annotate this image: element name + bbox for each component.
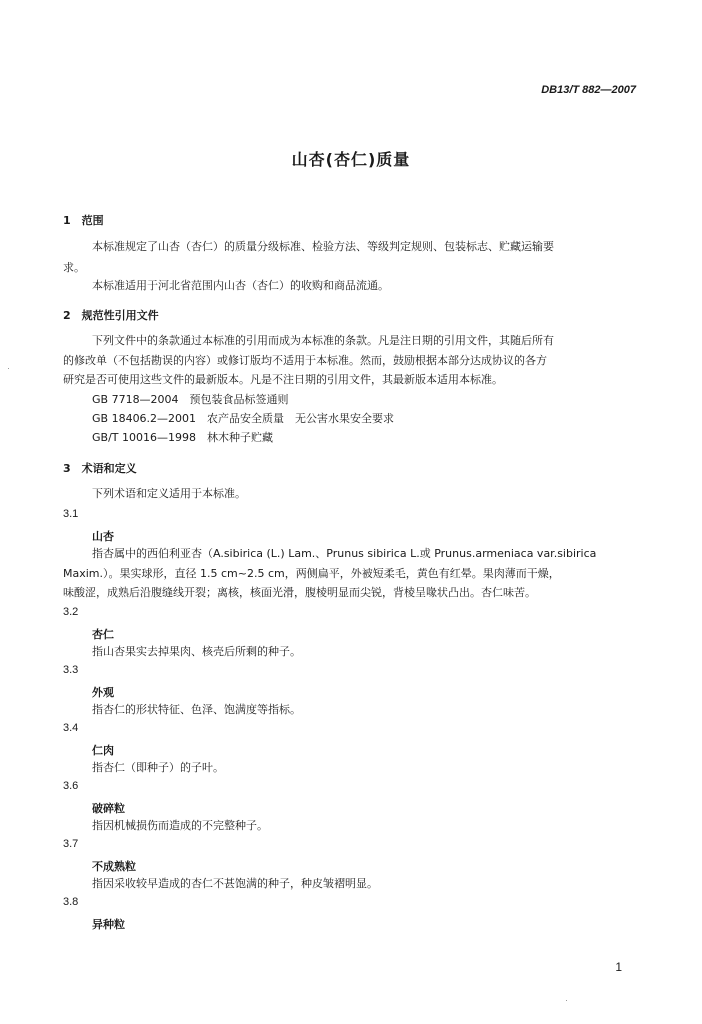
scan-speck [566,1000,567,1001]
reference-item: GB 18406.2—2001 农产品安全质量 无公害水果安全要求 [92,412,395,425]
term-definition-line: 味酸涩，成熟后沿腹缝线开裂；离核，核面光滑，腹棱明显而尖锐，背棱呈喙状凸出。杏仁味苦。 [63,586,536,599]
standard-code: DB13/T 882—2007 [541,84,636,96]
term-number: 3.2 [63,606,79,618]
scan-speck [8,368,9,369]
term-name: 破碎粒 [92,802,125,815]
section-3-heading: 3 术语和定义 [63,462,137,475]
term-definition-line: 指杏仁的形状特征、色泽、饱满度等指标。 [92,703,301,716]
section-1-heading: 1 范围 [63,214,104,227]
section-2-line2: 的修改单（不包括勘误的内容）或修订版均不适用于本标准。然而，鼓励根据本部分达成协议的各方 [63,354,547,367]
term-number: 3.6 [63,780,79,792]
term-definition-line: 指杏仁（即种子）的子叶。 [92,761,224,774]
section-2-line3: 研究是否可使用这些文件的最新版本。凡是不注日期的引用文件，其最新版本适用本标准。 [63,373,503,386]
term-name: 不成熟粒 [92,860,136,873]
reference-item: GB 7718—2004 预包装食品标签通则 [92,393,289,406]
term-number: 3.3 [63,664,79,676]
section-3-intro: 下列术语和定义适用于本标准。 [92,487,246,500]
term-name: 外观 [92,686,114,699]
section-1-para2: 本标准适用于河北省范围内山杏（杏仁）的收购和商品流通。 [92,279,389,292]
section-1-para1-line1: 本标准规定了山杏（杏仁）的质量分级标准、检验方法、等级判定规则、包装标志、贮藏运输要 [92,240,554,253]
term-definition-line: 指因采收较早造成的杏仁不甚饱满的种子，种皮皱褶明显。 [92,877,378,890]
term-number: 3.7 [63,838,79,850]
section-2-line1: 下列文件中的条款通过本标准的引用而成为本标准的条款。凡是注日期的引用文件，其随后所有 [92,334,554,347]
section-1-para1-line2: 求。 [63,261,85,274]
term-number: 3.1 [63,508,79,520]
term-name: 山杏 [92,530,114,543]
page-title: 山杏(杏仁)质量 [291,150,411,169]
term-number: 3.4 [63,722,79,734]
term-definition-line: 指杏属中的西伯利亚杏（A.sibirica (L.) Lam.、Prunus sibirica L.或 Prunus.armeniaca var.sibirica [92,547,597,560]
reference-item: GB/T 10016—1998 林木种子贮藏 [92,431,273,444]
section-2-heading: 2 规范性引用文件 [63,309,159,322]
term-definition-line: 指因机械损伤而造成的不完整种子。 [92,819,268,832]
term-name: 杏仁 [92,628,114,641]
term-number: 3.8 [63,896,79,908]
term-definition-line: 指山杏果实去掉果肉、核壳后所剩的种子。 [92,645,301,658]
term-definition-line: Maxim.）。果实球形，直径 1.5 cm~2.5 cm，两侧扁平，外被短柔毛，黄色有红晕。果肉薄而干燥， [63,567,560,580]
page-number: 1 [615,960,622,974]
term-name: 仁肉 [92,744,114,757]
term-name: 异种粒 [92,918,125,931]
